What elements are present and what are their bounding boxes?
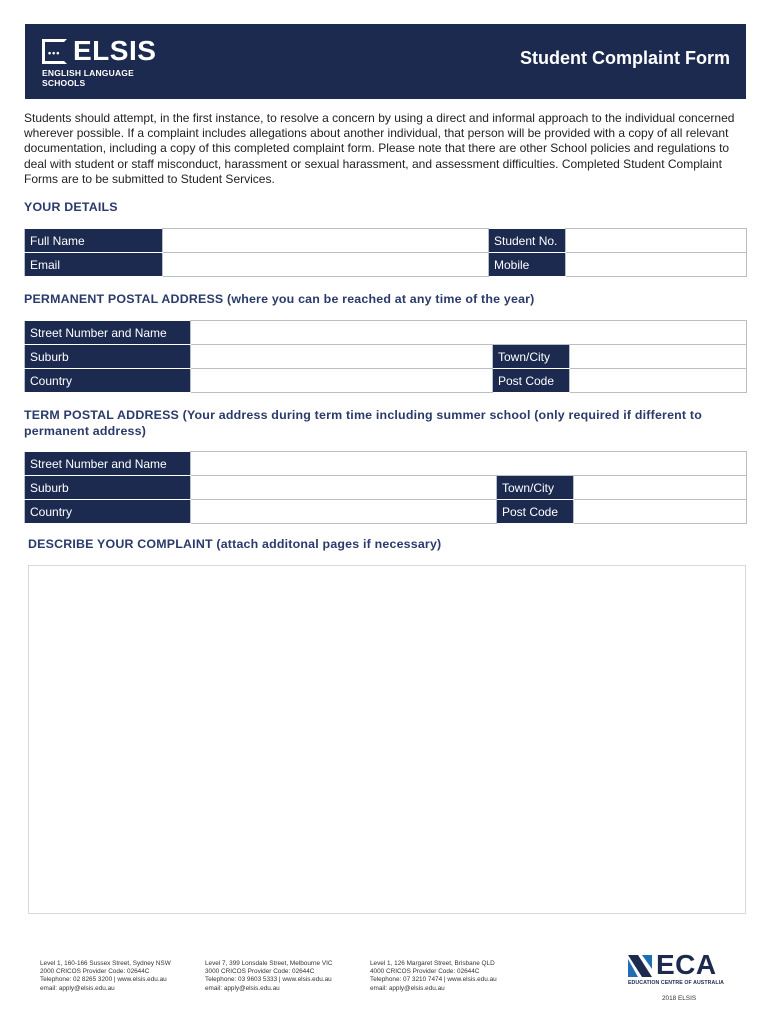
elsis-logo-icon: ••• (42, 39, 67, 64)
eca-word: ECA (656, 949, 717, 980)
term-postcode-label: Post Code (497, 500, 574, 524)
footer-line: Telephone: 02 8265 3200 | www.elsis.edu.au (40, 976, 167, 984)
eca-subtitle: EDUCATION CENTRE OF AUSTRALIA (628, 980, 724, 986)
perm-suburb-field[interactable] (191, 345, 493, 369)
term-town-label: Town/City (497, 476, 574, 500)
complaint-heading: DESCRIBE YOUR COMPLAINT (attach additonal pages if necessary) (28, 537, 442, 551)
footer-line: Level 1, 160-166 Sussex Street, Sydney NSW (40, 960, 171, 967)
elsis-logo (42, 37, 156, 88)
permanent-address-heading: PERMANENT POSTAL ADDRESS (where you can be reached at any time of the year) (24, 292, 535, 306)
mobile-field[interactable] (566, 253, 747, 277)
table-row (25, 476, 747, 500)
student-no-label: Student No. (489, 229, 566, 253)
footer-line: Level 7, 399 Lonsdale Street, Melbourne VIC (205, 960, 333, 967)
footer-sydney-address (40, 960, 171, 993)
full-name-field[interactable] (163, 229, 489, 253)
footer-line: email: apply@elsis.edu.au (205, 984, 280, 992)
perm-country-label: Country (25, 369, 191, 393)
logo-subtitle-line1: ENGLISH LANGUAGE (42, 68, 134, 78)
table-row (25, 321, 747, 345)
perm-street-label: Street Number and Name (25, 321, 191, 345)
logo-subtitle (42, 68, 156, 88)
header-banner (25, 24, 746, 99)
permanent-address-table (24, 320, 747, 393)
logo-word: ELSIS (73, 35, 157, 66)
perm-country-field[interactable] (191, 369, 493, 393)
term-postcode-field[interactable] (574, 500, 747, 524)
copyright: 2018 ELSIS (662, 995, 697, 1002)
term-street-field[interactable] (191, 452, 747, 476)
footer-line: email: apply@elsis.edu.au (370, 984, 445, 992)
term-street-label: Street Number and Name (25, 452, 191, 476)
student-no-field[interactable] (566, 229, 747, 253)
perm-town-label: Town/City (493, 345, 570, 369)
complaint-textarea[interactable] (28, 565, 746, 914)
intro-paragraph: Students should attempt, in the first instance, to resolve a concern by using a direct and informal approach to the individual concerned wherever possible. If a complaint includes allegations about another individual, that person will be provided with a copy of all relevant documentation, including a copy of this completed complaint form. Please note that there are other School policies and regulations to deal with student or staff misconduct, harassment or sexual harassment, and assessment difficulties. Completed Student Complaint Forms are to be submitted to Student Services. (24, 111, 735, 186)
footer-line: Telephone: 03 9603 5333 | www.elsis.edu.au (205, 976, 332, 984)
footer-line: Telephone: 07 3210 7474 | www.elsis.edu.au (370, 976, 497, 984)
perm-postcode-field[interactable] (570, 369, 747, 393)
term-address-heading: TERM POSTAL ADDRESS (Your address during term time including summer school (only required if different to permanent address) (24, 408, 702, 438)
table-row (25, 253, 747, 277)
perm-town-field[interactable] (570, 345, 747, 369)
logo-subtitle-line2: SCHOOLS (42, 78, 86, 88)
table-row (25, 345, 747, 369)
your-details-table (24, 228, 747, 277)
email-field[interactable] (163, 253, 489, 277)
table-row (25, 500, 747, 524)
footer-line: 4000 CRICOS Provider Code: 02644C (370, 968, 480, 976)
table-row (25, 452, 747, 476)
perm-suburb-label: Suburb (25, 345, 191, 369)
table-row (25, 369, 747, 393)
eca-logo-icon (628, 955, 652, 977)
footer-line: 3000 CRICOS Provider Code: 02644C (205, 968, 315, 976)
term-suburb-field[interactable] (191, 476, 497, 500)
perm-street-field[interactable] (191, 321, 747, 345)
eca-logo (628, 949, 724, 986)
form-title: Student Complaint Form (520, 48, 730, 68)
footer-brisbane-address (370, 960, 497, 993)
table-row (25, 229, 747, 253)
full-name-label: Full Name (25, 229, 163, 253)
email-label: Email (25, 253, 163, 277)
footer-line: 2000 CRICOS Provider Code: 02644C (40, 968, 150, 976)
perm-postcode-label: Post Code (493, 369, 570, 393)
your-details-heading: YOUR DETAILS (24, 200, 118, 214)
term-town-field[interactable] (574, 476, 747, 500)
mobile-label: Mobile (489, 253, 566, 277)
footer-melbourne-address (205, 960, 333, 993)
term-country-field[interactable] (191, 500, 497, 524)
term-country-label: Country (25, 500, 191, 524)
term-address-table (24, 451, 747, 524)
footer-line: Level 1, 126 Margaret Street, Brisbane QLD (370, 960, 495, 967)
footer-line: email: apply@elsis.edu.au (40, 984, 115, 992)
term-suburb-label: Suburb (25, 476, 191, 500)
